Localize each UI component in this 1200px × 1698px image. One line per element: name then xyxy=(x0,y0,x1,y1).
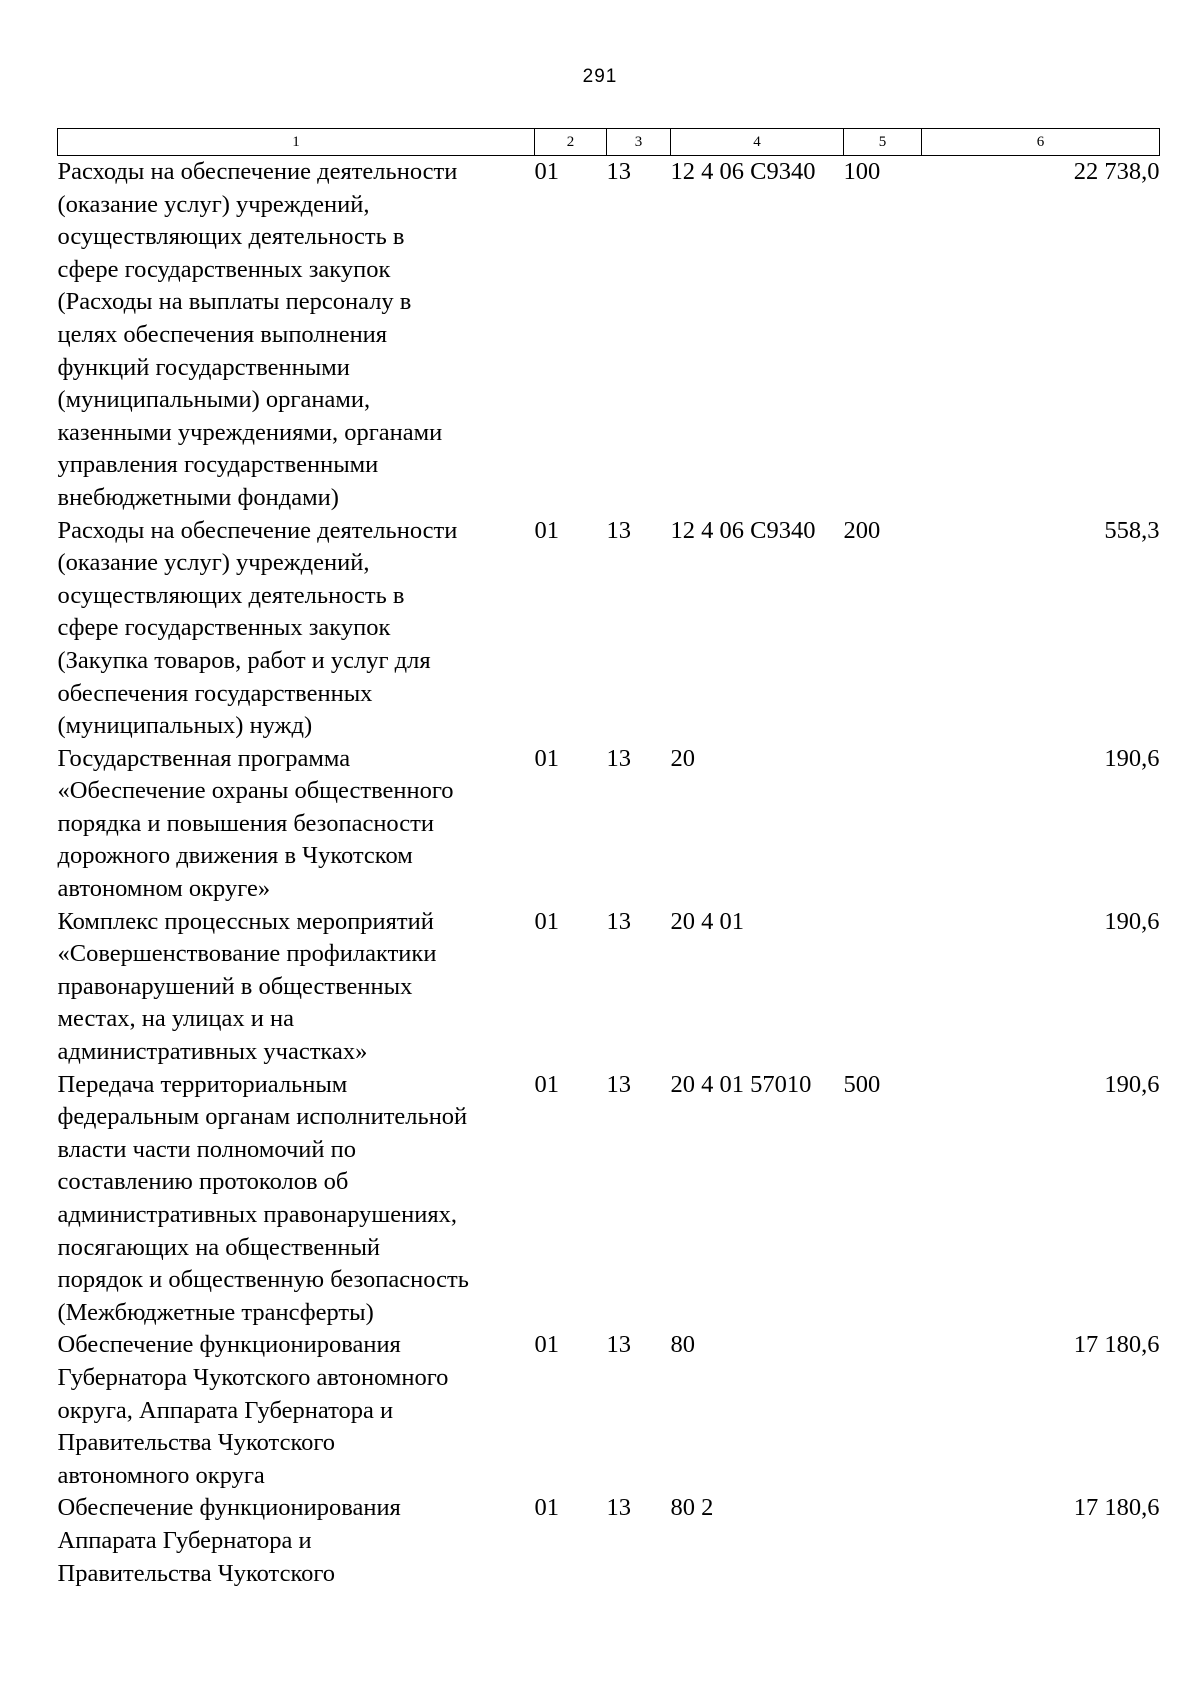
row-name-line: порядок и общественную безопасность xyxy=(57,1266,469,1294)
row-name-line: Передача территориальным xyxy=(57,1070,348,1098)
row-target-article-code: 80 2 xyxy=(670,1494,714,1522)
table-row xyxy=(58,1069,1160,1330)
table-row xyxy=(58,906,1160,1069)
header-col-5: 5 xyxy=(844,129,922,156)
row-name-line: округа, Аппарата Губернатора и xyxy=(57,1396,394,1424)
row-name-line: (Межбюджетные трансферты) xyxy=(57,1298,374,1326)
row-name-line: местах, на улицах и на xyxy=(57,1005,294,1033)
row-name-line: Расходы на обеспечение деятельности xyxy=(57,516,458,544)
row-amount: 17 180,6 xyxy=(1073,1331,1160,1359)
row-name-line: Комплекс процессных мероприятий xyxy=(57,907,434,935)
row-name-line: дорожного движения в Чукотском xyxy=(57,842,413,870)
header-row xyxy=(58,129,1160,156)
row-target-article-code: 80 xyxy=(670,1331,695,1359)
row-amount: 190,6 xyxy=(1104,744,1160,772)
row-name-line: составлению протоколов об xyxy=(57,1168,349,1196)
row-section-code: 01 xyxy=(534,1494,559,1522)
row-name-line: сфере государственных закупок xyxy=(57,614,391,642)
row-name-line: казенными учреждениями, органами xyxy=(57,418,443,446)
row-section-code: 01 xyxy=(534,516,559,544)
table-header xyxy=(58,129,1160,156)
row-name-line: «Совершенствование профилактики xyxy=(57,940,437,968)
row-amount: 558,3 xyxy=(1104,516,1160,544)
row-amount: 190,6 xyxy=(1104,907,1160,935)
row-name xyxy=(58,515,535,743)
row-subsection-code: 13 xyxy=(606,744,631,772)
row-name-line: сфере государственных закупок xyxy=(57,255,391,283)
row-name-line: обеспечения государственных xyxy=(57,679,373,707)
row-name-line: (оказание услуг) учреждений, xyxy=(57,549,370,577)
row-amount: 17 180,6 xyxy=(1073,1494,1160,1522)
row-name-line: Обеспечение функционирования xyxy=(57,1331,401,1359)
row-name-line: власти части полномочий по xyxy=(57,1135,356,1163)
row-name-line: внебюджетными фондами) xyxy=(57,483,339,511)
row-name-line: административных участках» xyxy=(57,1038,368,1066)
row-amount: 22 738,0 xyxy=(1073,158,1160,185)
budget-table xyxy=(57,128,1160,1590)
row-expense-type-code xyxy=(844,1492,922,1590)
row-name-line: Правительства Чукотского xyxy=(57,1429,336,1457)
row-section-code: 01 xyxy=(534,744,559,772)
row-name-line: правонарушений в общественных xyxy=(57,972,413,1000)
row-subsection-code: 13 xyxy=(606,1070,631,1098)
row-subsection-code: 13 xyxy=(606,1331,631,1359)
row-name-line: посягающих на общественный xyxy=(57,1233,381,1261)
row-name-line: управления государственными xyxy=(57,451,379,479)
row-name xyxy=(58,906,535,1069)
row-target-article-code: 12 4 06 С9340 xyxy=(670,516,816,544)
row-name-line: осуществляющих деятельность в xyxy=(57,581,405,609)
row-name-line: федеральным органам исполнительной xyxy=(57,1103,468,1131)
row-name-line: осуществляющих деятельность в xyxy=(57,223,405,251)
row-name-line: (муниципальных) нужд) xyxy=(57,712,313,740)
row-name xyxy=(58,1069,535,1330)
row-section-code: 01 xyxy=(534,907,559,935)
row-name-line: автономном округе» xyxy=(57,875,271,903)
table-body xyxy=(58,156,1160,1591)
header-col-4: 4 xyxy=(671,129,844,156)
row-name-line: Обеспечение функционирования xyxy=(57,1494,401,1522)
row-name-line: целях обеспечения выполнения xyxy=(57,320,388,348)
row-section-code: 01 xyxy=(534,1331,559,1359)
row-subsection-code: 13 xyxy=(606,516,631,544)
row-expense-type-code xyxy=(844,1329,922,1492)
page-number: 291 xyxy=(582,66,618,87)
row-expense-type-code xyxy=(844,743,922,906)
row-name-line: Губернатора Чукотского автономного xyxy=(57,1363,449,1391)
row-name xyxy=(58,156,535,515)
row-target-article-code: 20 xyxy=(670,744,695,772)
row-expense-type-code xyxy=(844,906,922,1069)
header-col-3: 3 xyxy=(607,129,671,156)
row-amount: 190,6 xyxy=(1104,1070,1160,1098)
row-name-line: (Закупка товаров, работ и услуг для xyxy=(57,646,431,674)
row-name-line: Государственная программа xyxy=(57,744,351,772)
row-name-line: Правительства Чукотского xyxy=(57,1559,336,1587)
row-target-article-code: 12 4 06 С9340 xyxy=(670,158,816,185)
row-subsection-code: 13 xyxy=(606,158,631,185)
header-col-2: 2 xyxy=(535,129,607,156)
row-expense-type-code: 500 xyxy=(843,1070,881,1098)
row-name-line: (муниципальными) органами, xyxy=(57,386,371,414)
row-target-article-code: 20 4 01 57010 xyxy=(670,1070,812,1098)
table-row xyxy=(58,515,1160,743)
row-name-line: порядка и повышения безопасности xyxy=(57,809,434,837)
row-subsection-code: 13 xyxy=(606,1494,631,1522)
row-name-line: «Обеспечение охраны общественного xyxy=(57,777,454,805)
header-col-1: 1 xyxy=(58,129,535,156)
row-name-line: автономного округа xyxy=(57,1461,265,1489)
row-expense-type-code: 100 xyxy=(843,158,881,185)
table-row xyxy=(58,743,1160,906)
row-section-code: 01 xyxy=(534,1070,559,1098)
row-expense-type-code: 200 xyxy=(843,516,881,544)
table-row xyxy=(58,156,1160,515)
header-col-6: 6 xyxy=(922,129,1160,156)
row-name-line: Расходы на обеспечение деятельности xyxy=(57,158,458,185)
row-name-line: (оказание услуг) учреждений, xyxy=(57,190,370,218)
row-subsection-code: 13 xyxy=(606,907,631,935)
row-name-line: Аппарата Губернатора и xyxy=(57,1526,312,1554)
table-row xyxy=(58,1492,1160,1590)
row-name xyxy=(58,1492,535,1590)
row-name xyxy=(58,1329,535,1492)
table-row xyxy=(58,1329,1160,1492)
row-target-article-code: 20 4 01 xyxy=(670,907,744,935)
row-name-line: функций государственными xyxy=(57,353,350,381)
row-name-line: (Расходы на выплаты персоналу в xyxy=(57,288,412,316)
row-name-line: административных правонарушениях, xyxy=(57,1201,458,1228)
row-name xyxy=(58,743,535,906)
row-section-code: 01 xyxy=(534,158,559,185)
